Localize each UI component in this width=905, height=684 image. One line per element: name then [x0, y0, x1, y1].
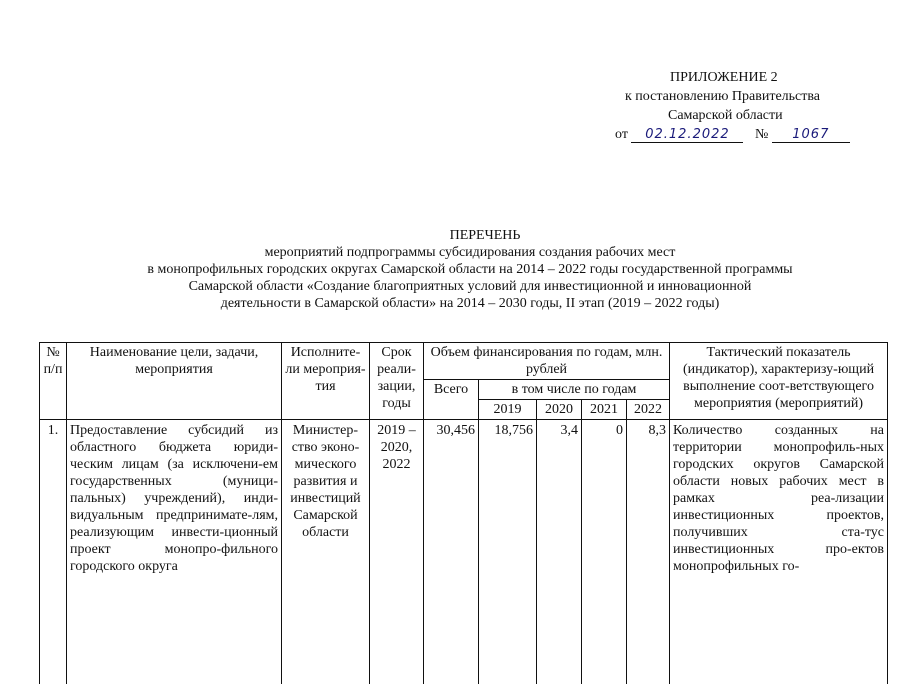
header-name: Наименование цели, задачи, мероприятия — [67, 343, 282, 420]
row-2019: 18,756 — [479, 420, 537, 684]
header-by-years: в том числе по годам — [479, 380, 670, 400]
header-year-2022: 2022 — [627, 400, 670, 420]
handwritten-number: 1067 — [772, 128, 850, 143]
annex-title: ПРИЛОЖЕНИЕ 2 — [600, 68, 880, 87]
document-title — [40, 227, 900, 312]
annex-date-number-line — [600, 125, 880, 144]
header-year-2021: 2021 — [582, 400, 627, 420]
row-2022: 8,3 — [627, 420, 670, 684]
row-2021: 0 — [582, 420, 627, 684]
title-line-4: деятельности в Самарской области» на 2014 – 2030 годы, II этап (2019 – 2022 годы) — [40, 295, 900, 312]
header-term: Срок реали-зации, годы — [370, 343, 424, 420]
number-label: № — [755, 127, 768, 142]
title-line-3: Самарской области «Создание благоприятных условий для инвестиционной и инновационной — [40, 278, 900, 295]
title-line-1: мероприятий подпрограммы субсидирования создания рабочих мест — [40, 244, 900, 261]
annex-block — [600, 68, 880, 144]
row-total: 30,456 — [424, 420, 479, 684]
header-num: № п/п — [40, 343, 67, 420]
header-executor: Исполните-ли мероприя-тия — [282, 343, 370, 420]
header-total: Всего — [424, 380, 479, 420]
row-indicator: Количество созданных на территории монопрофиль-ных городских округов Самарской области новых рабочих мест в рамках реа-лизации инвестиционных проектов, получивших ста-тус инвестиционных про-ектов монопрофильных го- — [670, 420, 888, 684]
header-funding: Объем финансирования по годам, млн. рублей — [424, 343, 670, 380]
from-label: от — [615, 127, 628, 142]
annex-line-resolution: к постановлению Правительства — [600, 87, 880, 106]
row-num: 1. — [40, 420, 67, 684]
handwritten-date: 02.12.2022 — [631, 128, 743, 143]
row-executor: Министер-ство эконо-мического развития и инвестиций Самарской области — [282, 420, 370, 684]
header-year-2019: 2019 — [479, 400, 537, 420]
row-name: Предоставление субсидий из областного бюджета юриди-ческим лицам (за исключени-ем государственных (муници-пальных) учреждений), инди-видуальным предпринимате-лям, реализующим инвести-ционный проект монопро-фильного городского округа — [67, 420, 282, 684]
title-heading: ПЕРЕЧЕНЬ — [40, 227, 900, 244]
measures-table — [39, 342, 888, 684]
table-row — [40, 420, 888, 684]
row-term: 2019 – 2020, 2022 — [370, 420, 424, 684]
header-indicator: Тактический показатель (индикатор), характеризу-ющий выполнение соот-ветствующего мероприятия (мероприятий) — [670, 343, 888, 420]
annex-line-region: Самарской области — [600, 106, 880, 125]
header-year-2020: 2020 — [537, 400, 582, 420]
title-line-2: в монопрофильных городских округах Самарской области на 2014 – 2022 годы государственной программы — [40, 261, 900, 278]
row-2020: 3,4 — [537, 420, 582, 684]
